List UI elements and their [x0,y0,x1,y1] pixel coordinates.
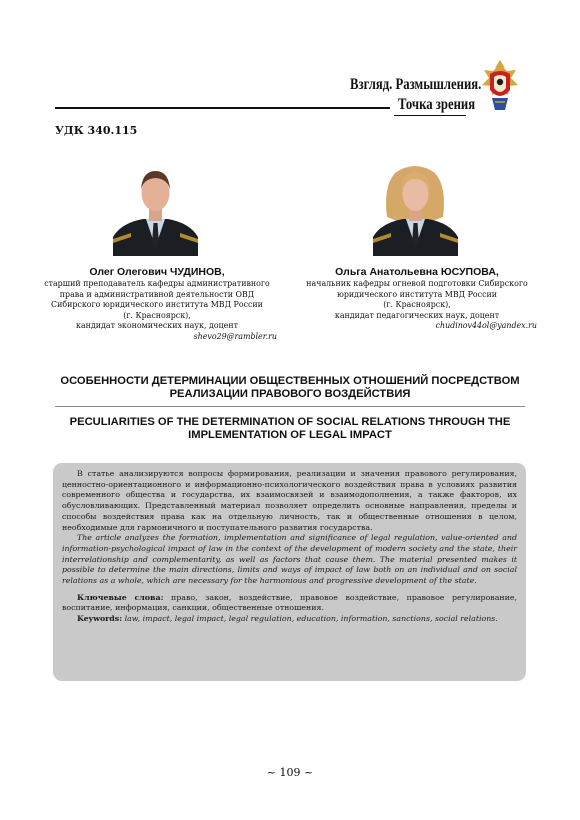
udk-code: УДК 340.115 [55,124,138,137]
abstract-ru: В статье анализируются вопросы формирования, реализации и значения правового регулирования, ценностно-ориентационного и информационно-психологического воздействия права в условиях развития современного общества и государства, их взаимосвязей и взаимодополнения, а также факторов, их обусловливающих. Представленный материал позволяет определить основные направления, пределы и способы воздействия права как на отдельную личность, так и общественные отношения в целом, необходимые для гармоничного и поступательного развития государства. [62,469,517,532]
author-position: старший преподаватель кафедры административного права и административной деятельности ОВД Сибирского юридического института МВД России [44,279,270,310]
rubric-line-2: Точка зрения [398,96,476,113]
author-name: Ольга Анатольевна ЮСУПОВА, [335,266,499,278]
page-number: ~ 109 ~ [266,766,314,779]
keywords-ru [62,593,517,614]
article-title-en: PECULIARITIES OF THE DETERMINATION OF SOCIAL RELATIONS THROUGH THE IMPLEMENTATION OF LEGAL IMPACT [69,416,511,441]
author-photo-man [113,157,198,256]
author-email[interactable]: shevo29@rambler.ru [193,331,277,341]
keywords-ru-text: право, закон, воздействие, правовое воздействие, правовое регулирование, воспитание, информация, санкции, общественные отношения. [62,592,517,613]
keywords-ru-label: Ключевые слова: [77,592,164,602]
keywords-en-label: Keywords: [77,614,123,624]
title-divider [55,406,525,407]
author-degree: кандидат педагогических наук, доцент [334,310,500,320]
header-rule-short [394,115,466,116]
keywords-en-text: law, impact, legal impact, legal regulation, education, information, sanctions, social relations. [124,614,498,624]
author-city: (г. Красноярск), [383,300,451,310]
author-city: (г. Красноярск), [123,310,191,320]
header-rule [55,107,390,109]
author-position: начальник кафедры огневой подготовки Сибирского юридического института МВД России [306,279,528,299]
author-block-2 [297,266,537,332]
author-name: Олег Олегович ЧУДИНОВ, [89,266,225,278]
rubric-line-1: Взгляд. Размышления. [350,76,482,93]
author-block-1 [37,266,277,343]
author-photo-woman [373,157,458,256]
mvd-emblem-icon [478,58,522,114]
article-title-ru: ОСОБЕННОСТИ ДЕТЕРМИНАЦИИ ОБЩЕСТВЕННЫХ ОТНОШЕНИЙ ПОСРЕДСТВОМ РЕАЛИЗАЦИИ ПРАВОВОГО ВОЗДЕЙСТВИЯ [60,375,520,400]
author-email[interactable]: chudinov44ol@yandex.ru [435,321,537,331]
abstract-box [53,463,526,681]
keywords-en [62,614,517,625]
abstract-en: The article analyzes the formation, implementation and significance of legal regulation, value-oriented and information-psychological impact of law in the context of the development of modern society and the state, their interrelationship and complementarity, as well as factors that cause them. The material presented makes it possible to determine the main directions, limits and ways of impact of law both on an individual and on social relations as a whole, which are necessary for the harmonious and progressive development of the state. [62,533,517,586]
author-degree: кандидат экономических наук, доцент [76,321,238,331]
